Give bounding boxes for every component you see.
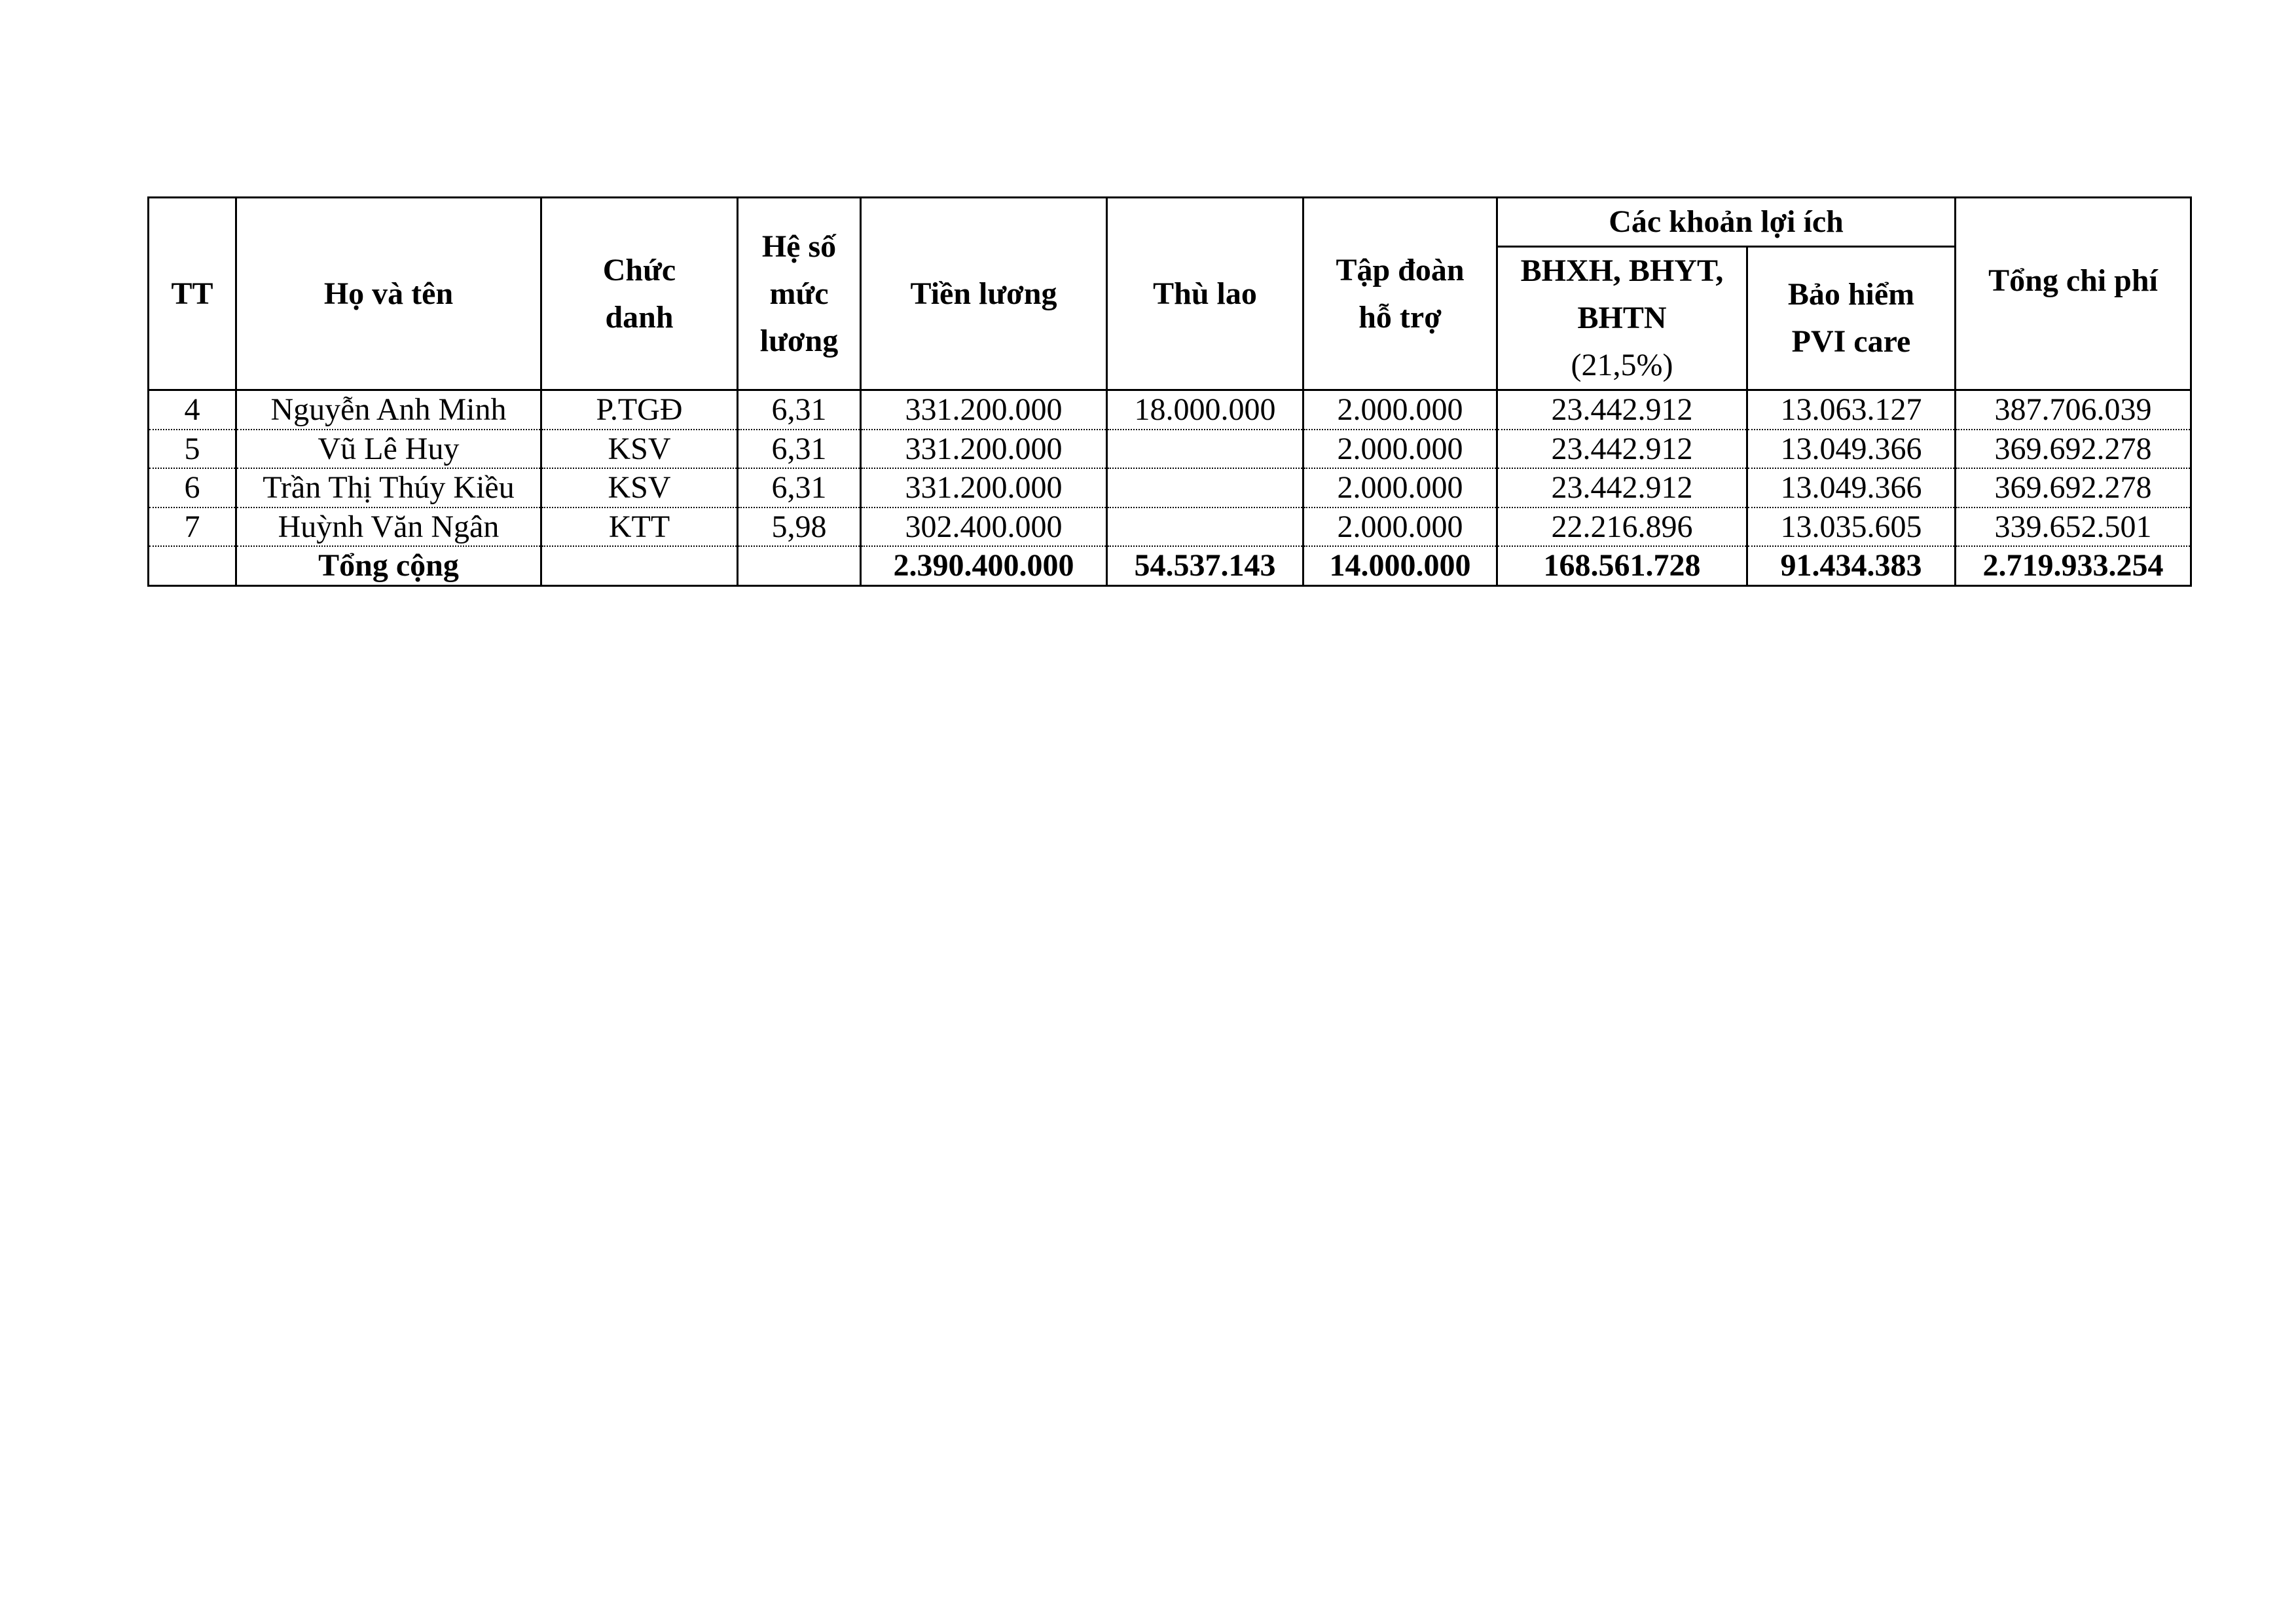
cell-salary: 331.200.000: [861, 390, 1107, 430]
header-title: Chức danh: [541, 198, 738, 390]
table-row: [149, 430, 2191, 469]
salary-cost-table: [147, 196, 2192, 587]
cell-total-cost: 339.652.501: [1956, 507, 2191, 547]
total-row: [149, 546, 2191, 585]
cell-pvi-care: 13.035.605: [1747, 507, 1956, 547]
cell-social-insurance: 23.442.912: [1497, 430, 1747, 469]
cell-total-cost: 369.692.278: [1956, 430, 2191, 469]
header-social-insurance: [1497, 247, 1747, 390]
total-cost: 2.719.933.254: [1956, 546, 2191, 585]
header-pvi-care: Bảo hiểm PVI care: [1747, 247, 1956, 390]
cell-tt-empty: [149, 546, 236, 585]
cell-social-insurance: 23.442.912: [1497, 468, 1747, 507]
header-total-cost: Tổng chi phí: [1956, 198, 2191, 390]
header-social-insurance-rate: (21,5%): [1571, 348, 1673, 382]
cell-tt: 7: [149, 507, 236, 547]
cell-social-insurance: 22.216.896: [1497, 507, 1747, 547]
cell-coef: 6,31: [738, 468, 861, 507]
cell-group-support: 2.000.000: [1303, 390, 1497, 430]
total-pvi-care: 91.434.383: [1747, 546, 1956, 585]
header-benefits-group: Các khoản lợi ích: [1497, 198, 1956, 247]
cell-group-support: 2.000.000: [1303, 507, 1497, 547]
table-row: [149, 468, 2191, 507]
cell-group-support: 2.000.000: [1303, 468, 1497, 507]
cell-remuneration: [1107, 507, 1303, 547]
cell-tt: 5: [149, 430, 236, 469]
cell-total-cost: 387.706.039: [1956, 390, 2191, 430]
table-row: [149, 507, 2191, 547]
cell-coef: 5,98: [738, 507, 861, 547]
header-group-support: Tập đoàn hỗ trợ: [1303, 198, 1497, 390]
cell-name: Trần Thị Thúy Kiều: [236, 468, 541, 507]
header-social-insurance-label: BHXH, BHYT, BHTN: [1520, 253, 1724, 335]
cell-title: KSV: [541, 468, 738, 507]
total-remuneration: 54.537.143: [1107, 546, 1303, 585]
cell-title-empty: [541, 546, 738, 585]
cell-pvi-care: 13.049.366: [1747, 430, 1956, 469]
cell-total-cost: 369.692.278: [1956, 468, 2191, 507]
cell-salary: 331.200.000: [861, 430, 1107, 469]
cell-title: P.TGĐ: [541, 390, 738, 430]
cell-group-support: 2.000.000: [1303, 430, 1497, 469]
cell-social-insurance: 23.442.912: [1497, 390, 1747, 430]
cell-salary: 302.400.000: [861, 507, 1107, 547]
cell-remuneration: [1107, 468, 1303, 507]
total-social-insurance: 168.561.728: [1497, 546, 1747, 585]
header-remuneration: Thù lao: [1107, 198, 1303, 390]
cell-pvi-care: 13.063.127: [1747, 390, 1956, 430]
header-name: Họ và tên: [236, 198, 541, 390]
header-salary: Tiền lương: [861, 198, 1107, 390]
cell-title: KTT: [541, 507, 738, 547]
total-group-support: 14.000.000: [1303, 546, 1497, 585]
cell-tt: 4: [149, 390, 236, 430]
cell-title: KSV: [541, 430, 738, 469]
cell-coef: 6,31: [738, 430, 861, 469]
table-body: [149, 390, 2191, 586]
table-row: [149, 390, 2191, 430]
cell-salary: 331.200.000: [861, 468, 1107, 507]
total-salary: 2.390.400.000: [861, 546, 1107, 585]
header-tt: TT: [149, 198, 236, 390]
cell-coef-empty: [738, 546, 861, 585]
table-header: [149, 198, 2191, 390]
cell-name: Nguyễn Anh Minh: [236, 390, 541, 430]
cell-remuneration: 18.000.000: [1107, 390, 1303, 430]
cell-pvi-care: 13.049.366: [1747, 468, 1956, 507]
cell-name: Huỳnh Văn Ngân: [236, 507, 541, 547]
cell-coef: 6,31: [738, 390, 861, 430]
cell-remuneration: [1107, 430, 1303, 469]
cell-tt: 6: [149, 468, 236, 507]
cell-name: Vũ Lê Huy: [236, 430, 541, 469]
header-coef: Hệ số mức lương: [738, 198, 861, 390]
total-label: Tổng cộng: [236, 546, 541, 585]
